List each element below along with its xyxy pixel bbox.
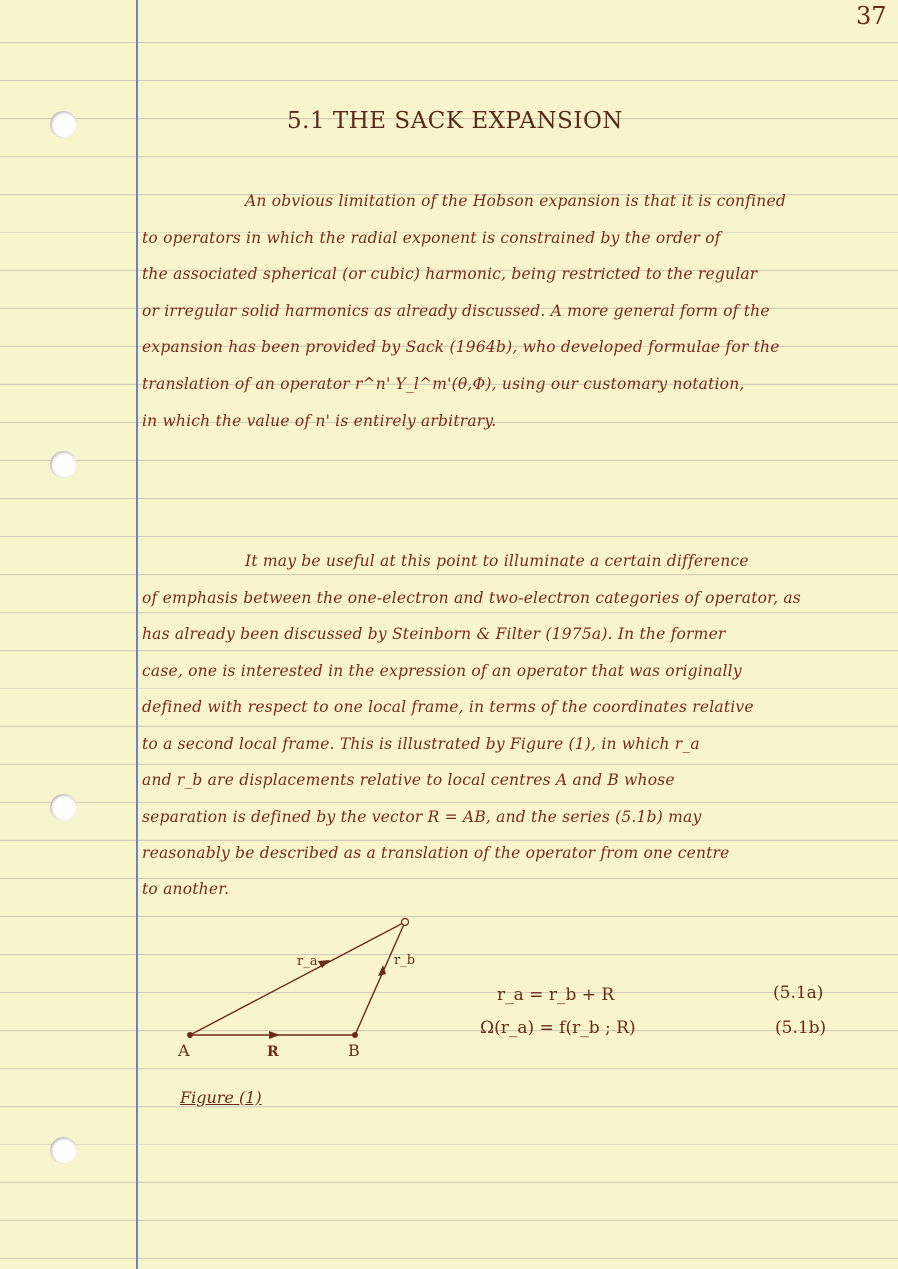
label-vector-rb: r_b [394, 953, 416, 968]
paragraph-line: of emphasis between the one-electron and two-electron categories of operator, as [142, 589, 801, 607]
paragraph-line: case, one is interested in the expression of an operator that was originally [142, 662, 742, 680]
figure-caption: Figure (1) [180, 1088, 262, 1107]
equation-expression: Ω(r_a) = f(r_b ; R) [480, 1018, 636, 1038]
punch-hole [50, 451, 77, 478]
equation-tag: (5.1a) [773, 983, 824, 1003]
section-title: 5.1 THE SACK EXPANSION [287, 108, 623, 134]
label-b: B [348, 1041, 360, 1060]
punch-hole [50, 1137, 77, 1164]
punch-hole [50, 111, 77, 138]
paragraph-line: the associated spherical (or cubic) harmonic, being restricted to the regular [142, 265, 758, 283]
label-a: A [178, 1041, 190, 1060]
page-number: 37 [856, 2, 887, 30]
paragraph-line: has already been discussed by Steinborn & Filter (1975a). In the former [142, 625, 726, 643]
paragraph-line: It may be useful at this point to illuminate a certain difference [245, 552, 749, 570]
paragraph-line: separation is defined by the vector R = AB, and the series (5.1b) may [142, 808, 702, 826]
paragraph-line: An obvious limitation of the Hobson expansion is that it is confined [245, 192, 786, 210]
equation-expression: r_a = r_b + R [497, 985, 615, 1005]
paragraph-line: to a second local frame. This is illustrated by Figure (1), in which r_a [142, 735, 700, 753]
paragraph-line: and r_b are displacements relative to local centres A and B whose [142, 771, 675, 789]
paragraph-line: to operators in which the radial exponent is constrained by the order of [142, 229, 721, 247]
label-vector-ra: r_a [297, 954, 318, 969]
point-a-dot [187, 1032, 193, 1038]
paragraph-line: defined with respect to one local frame, in terms of the coordinates relative [142, 698, 754, 716]
endpoint-circle [402, 919, 409, 926]
label-vector-r: R [267, 1044, 279, 1060]
punch-hole [50, 794, 77, 821]
arrow-icon [269, 1031, 280, 1039]
paragraph-line: translation of an operator r^n' Y_l^m'(θ,Φ), using our customary notation, [142, 375, 745, 393]
vector-triangle-diagram [170, 910, 440, 1060]
vector-rb-line [355, 922, 405, 1035]
vector-ra-line [190, 922, 405, 1035]
paragraph-line: expansion has been provided by Sack (1964b), who developed formulae for the [142, 338, 780, 356]
paragraph-line: to another. [142, 880, 230, 898]
paragraph-line: in which the value of n' is entirely arbitrary. [142, 412, 497, 430]
paragraph-line: or irregular solid harmonics as already discussed. A more general form of the [142, 302, 770, 320]
paragraph-line: reasonably be described as a translation of the operator from one centre [142, 844, 730, 862]
point-b-dot [352, 1032, 358, 1038]
equation-tag: (5.1b) [775, 1018, 827, 1038]
margin-line [136, 0, 138, 1269]
